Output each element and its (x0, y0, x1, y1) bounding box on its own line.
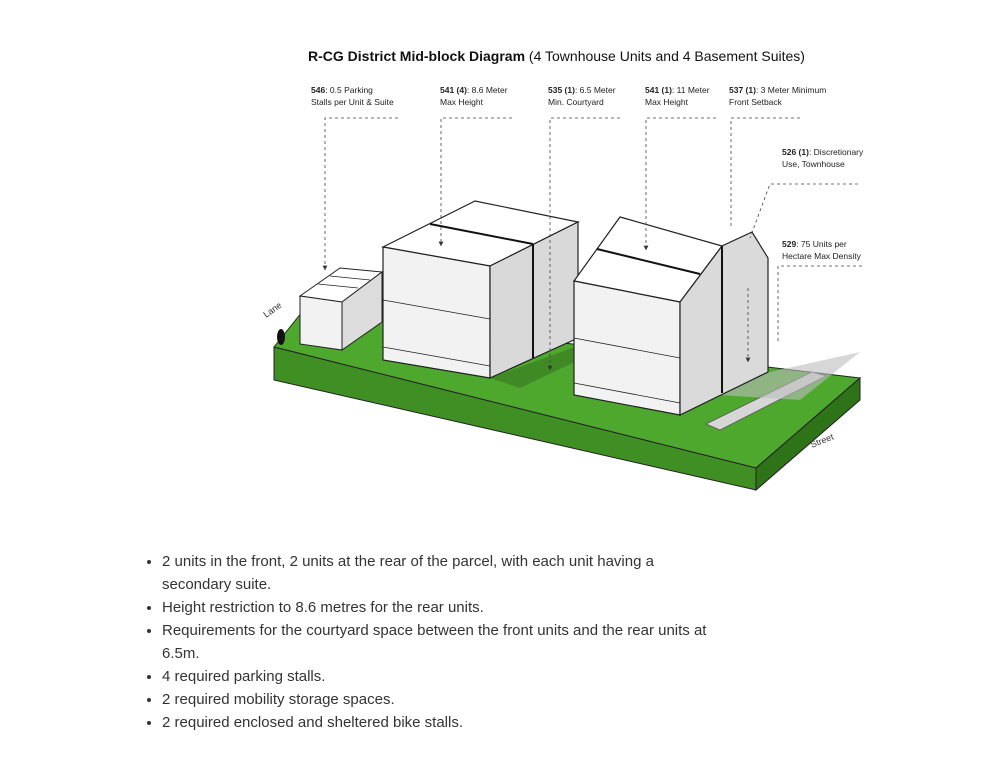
diagram-title-bold: R-CG District Mid-block Diagram (308, 48, 526, 64)
list-item: • Height restriction to 8.6 metres for the rear units. (162, 596, 722, 619)
annotation-line2: Max Height (645, 97, 688, 107)
annotation-text: : 6.5 Meter (574, 85, 616, 95)
annotation-line2: Min. Courtyard (548, 97, 604, 107)
annotation-text: : 0.5 Parking (325, 85, 373, 95)
rear-block-front (383, 247, 490, 378)
leader-density (778, 266, 862, 344)
annotation-code: 546 (311, 85, 326, 95)
garage-front (300, 296, 342, 350)
annotation-text: : 8.6 Meter (466, 85, 508, 95)
diagram-title-rest: (4 Townhouse Units and 4 Basement Suites) (525, 48, 805, 64)
annotation-line2: Use, Townhouse (782, 159, 845, 169)
annotation-text: : 11 Meter (671, 85, 710, 95)
leader-discretionary (750, 184, 858, 238)
annotation-text: : Discretionary (808, 147, 864, 157)
leader-front-setback (731, 118, 800, 228)
annotation-code: 541 (4) (440, 85, 467, 95)
annotation-code: 535 (1) (548, 85, 575, 95)
annotation-line2: Hectare Max Density (782, 251, 861, 261)
annotation-line2: Front Setback (729, 97, 782, 107)
annotation-line2: Max Height (440, 97, 483, 107)
list-item: • 2 required mobility storage spaces. (162, 688, 722, 711)
list-item: • 2 required enclosed and sheltered bike stalls. (162, 711, 722, 734)
annotation-text: : 3 Meter Minimum (755, 85, 827, 95)
requirements-list (142, 550, 722, 734)
list-item: • Requirements for the courtyard space between the front units and the rear units at 6.5m. (162, 619, 722, 665)
lane-bin-icon (277, 329, 285, 345)
annotation-code: 529 (782, 239, 797, 249)
street-label: Street (809, 431, 836, 450)
list-item: • 2 units in the front, 2 units at the rear of the parcel, with each unit having a secondary suite. (162, 550, 722, 596)
annotation-code: 537 (1) (729, 85, 756, 95)
lane-label: Lane (261, 299, 284, 320)
annotation-code: 526 (1) (782, 147, 809, 157)
annotation-code: 541 (1) (645, 85, 672, 95)
annotation-text: : 75 Units per (796, 239, 847, 249)
annotation-line2: Stalls per Unit & Suite (311, 97, 394, 107)
list-item: • 4 required parking stalls. (162, 665, 722, 688)
